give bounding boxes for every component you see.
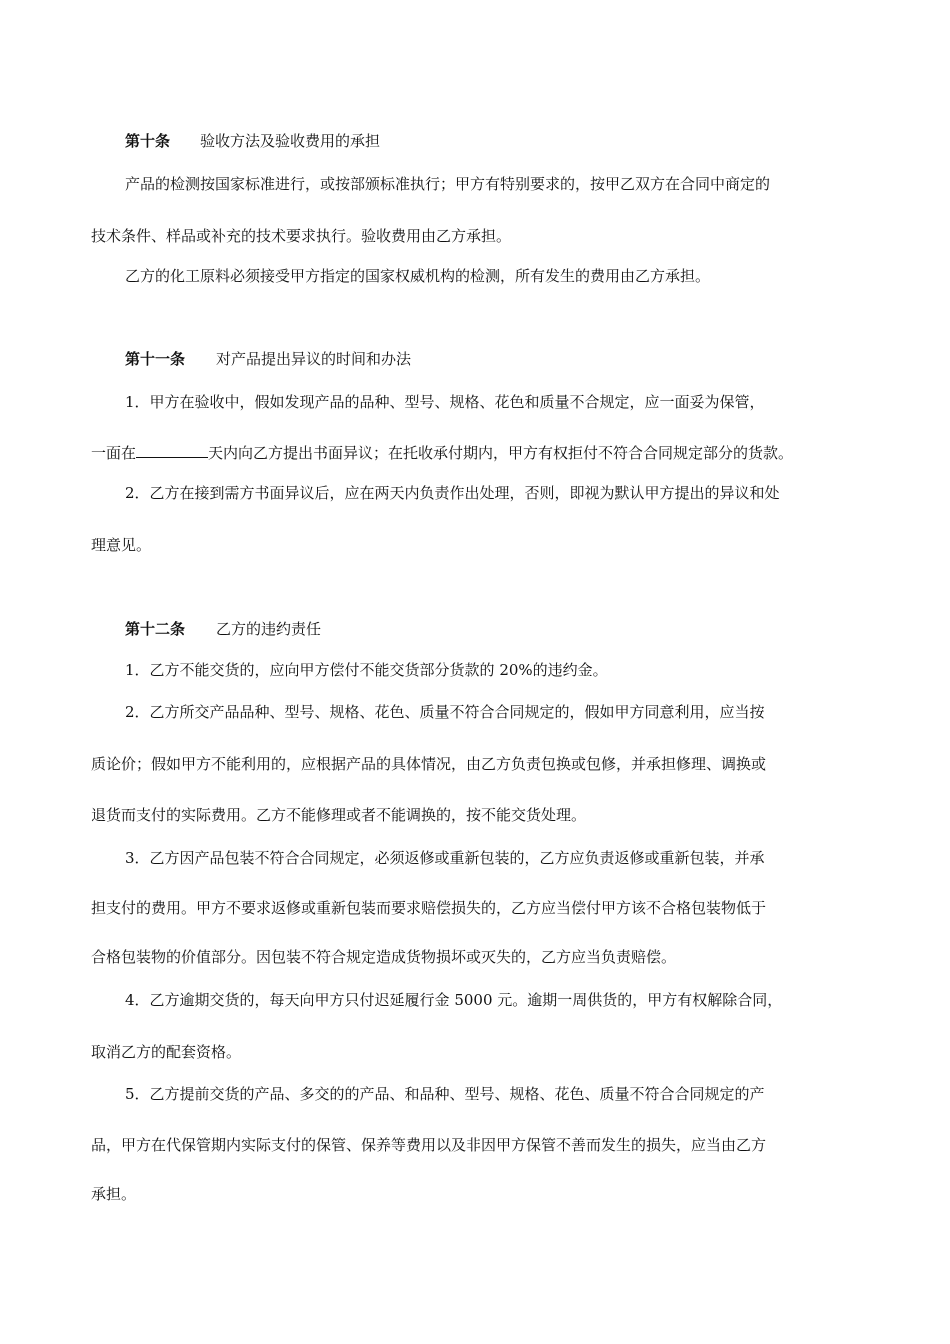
article-12-line: 质论价；假如甲方不能利用的，应根据产品的具体情况，由乙方负责包换或包修，并承担修理、调换或 [91, 755, 767, 773]
article-12-line: 3．乙方因产品包装不符合合同规定，必须返修或重新包装的，乙方应负责返修或重新包装，并承 [125, 849, 765, 867]
article-11-line-suffix: 天内向乙方提出书面异议；在托收承付期内，甲方有权拒付不符合合同规定部分的货款。 [208, 444, 794, 462]
article-12-line: 品，甲方在代保管期内实际支付的保管、保养等费用以及非因甲方保管不善而发生的损失，应当由乙方 [91, 1136, 767, 1154]
article-12-line: 退货而支付的实际费用。乙方不能修理或者不能调换的，按不能交货处理。 [91, 806, 587, 824]
days-blank-field[interactable] [136, 443, 208, 458]
article-12-line: 担支付的费用。甲方不要求返修或重新包装而要求赔偿损失的，乙方应当偿付甲方该不合格包装物低于 [91, 899, 767, 917]
article-12-line: 合格包装物的价值部分。因包装不符合规定造成货物损坏或灭失的，乙方应当负责赔偿。 [91, 948, 677, 966]
article-11-line: 2．乙方在接到需方书面异议后，应在两天内负责作出处理，否则，即视为默认甲方提出的异议和处 [125, 484, 780, 502]
article-11-line-prefix: 一面在 [91, 444, 137, 462]
article-12-label: 第十二条 [125, 620, 186, 638]
article-12-line: 1．乙方不能交货的，应向甲方偿付不能交货部分货款的 20%的违约金。 [125, 661, 608, 679]
article-12-line: 2．乙方所交产品品种、型号、规格、花色、质量不符合合同规定的，假如甲方同意利用，应当按 [125, 703, 765, 721]
article-11-line: 1．甲方在验收中，假如发现产品的品种、型号、规格、花色和质量不合规定，应一面妥为保管， [125, 393, 765, 411]
article-12-line: 取消乙方的配套资格。 [91, 1043, 242, 1061]
article-11-line: 理意见。 [91, 536, 152, 554]
article-11-line-with-blank [91, 443, 793, 463]
article-11-title: 对产品提出异议的时间和办法 [216, 350, 412, 368]
article-12-line: 4．乙方逾期交货的，每天向甲方只付迟延履行金 5000 元。逾期一周供货的，甲方有权解除合同， [125, 991, 783, 1009]
article-12-title: 乙方的违约责任 [216, 620, 322, 638]
article-10-line: 技术条件、样品或补充的技术要求执行。验收费用由乙方承担。 [91, 227, 512, 245]
article-10-title: 验收方法及验收费用的承担 [200, 132, 381, 150]
article-10-label: 第十条 [125, 132, 171, 150]
article-12-line: 5．乙方提前交货的产品、多交的的产品、和品种、型号、规格、花色、质量不符合合同规定的产 [125, 1085, 765, 1103]
article-12-line: 承担。 [91, 1185, 137, 1203]
article-10-line: 乙方的化工原料必须接受甲方指定的国家权威机构的检测，所有发生的费用由乙方承担。 [125, 267, 711, 285]
article-11-label: 第十一条 [125, 350, 186, 368]
article-10-line: 产品的检测按国家标准进行，或按部颁标准执行；甲方有特别要求的，按甲乙双方在合同中商定的 [125, 175, 771, 193]
